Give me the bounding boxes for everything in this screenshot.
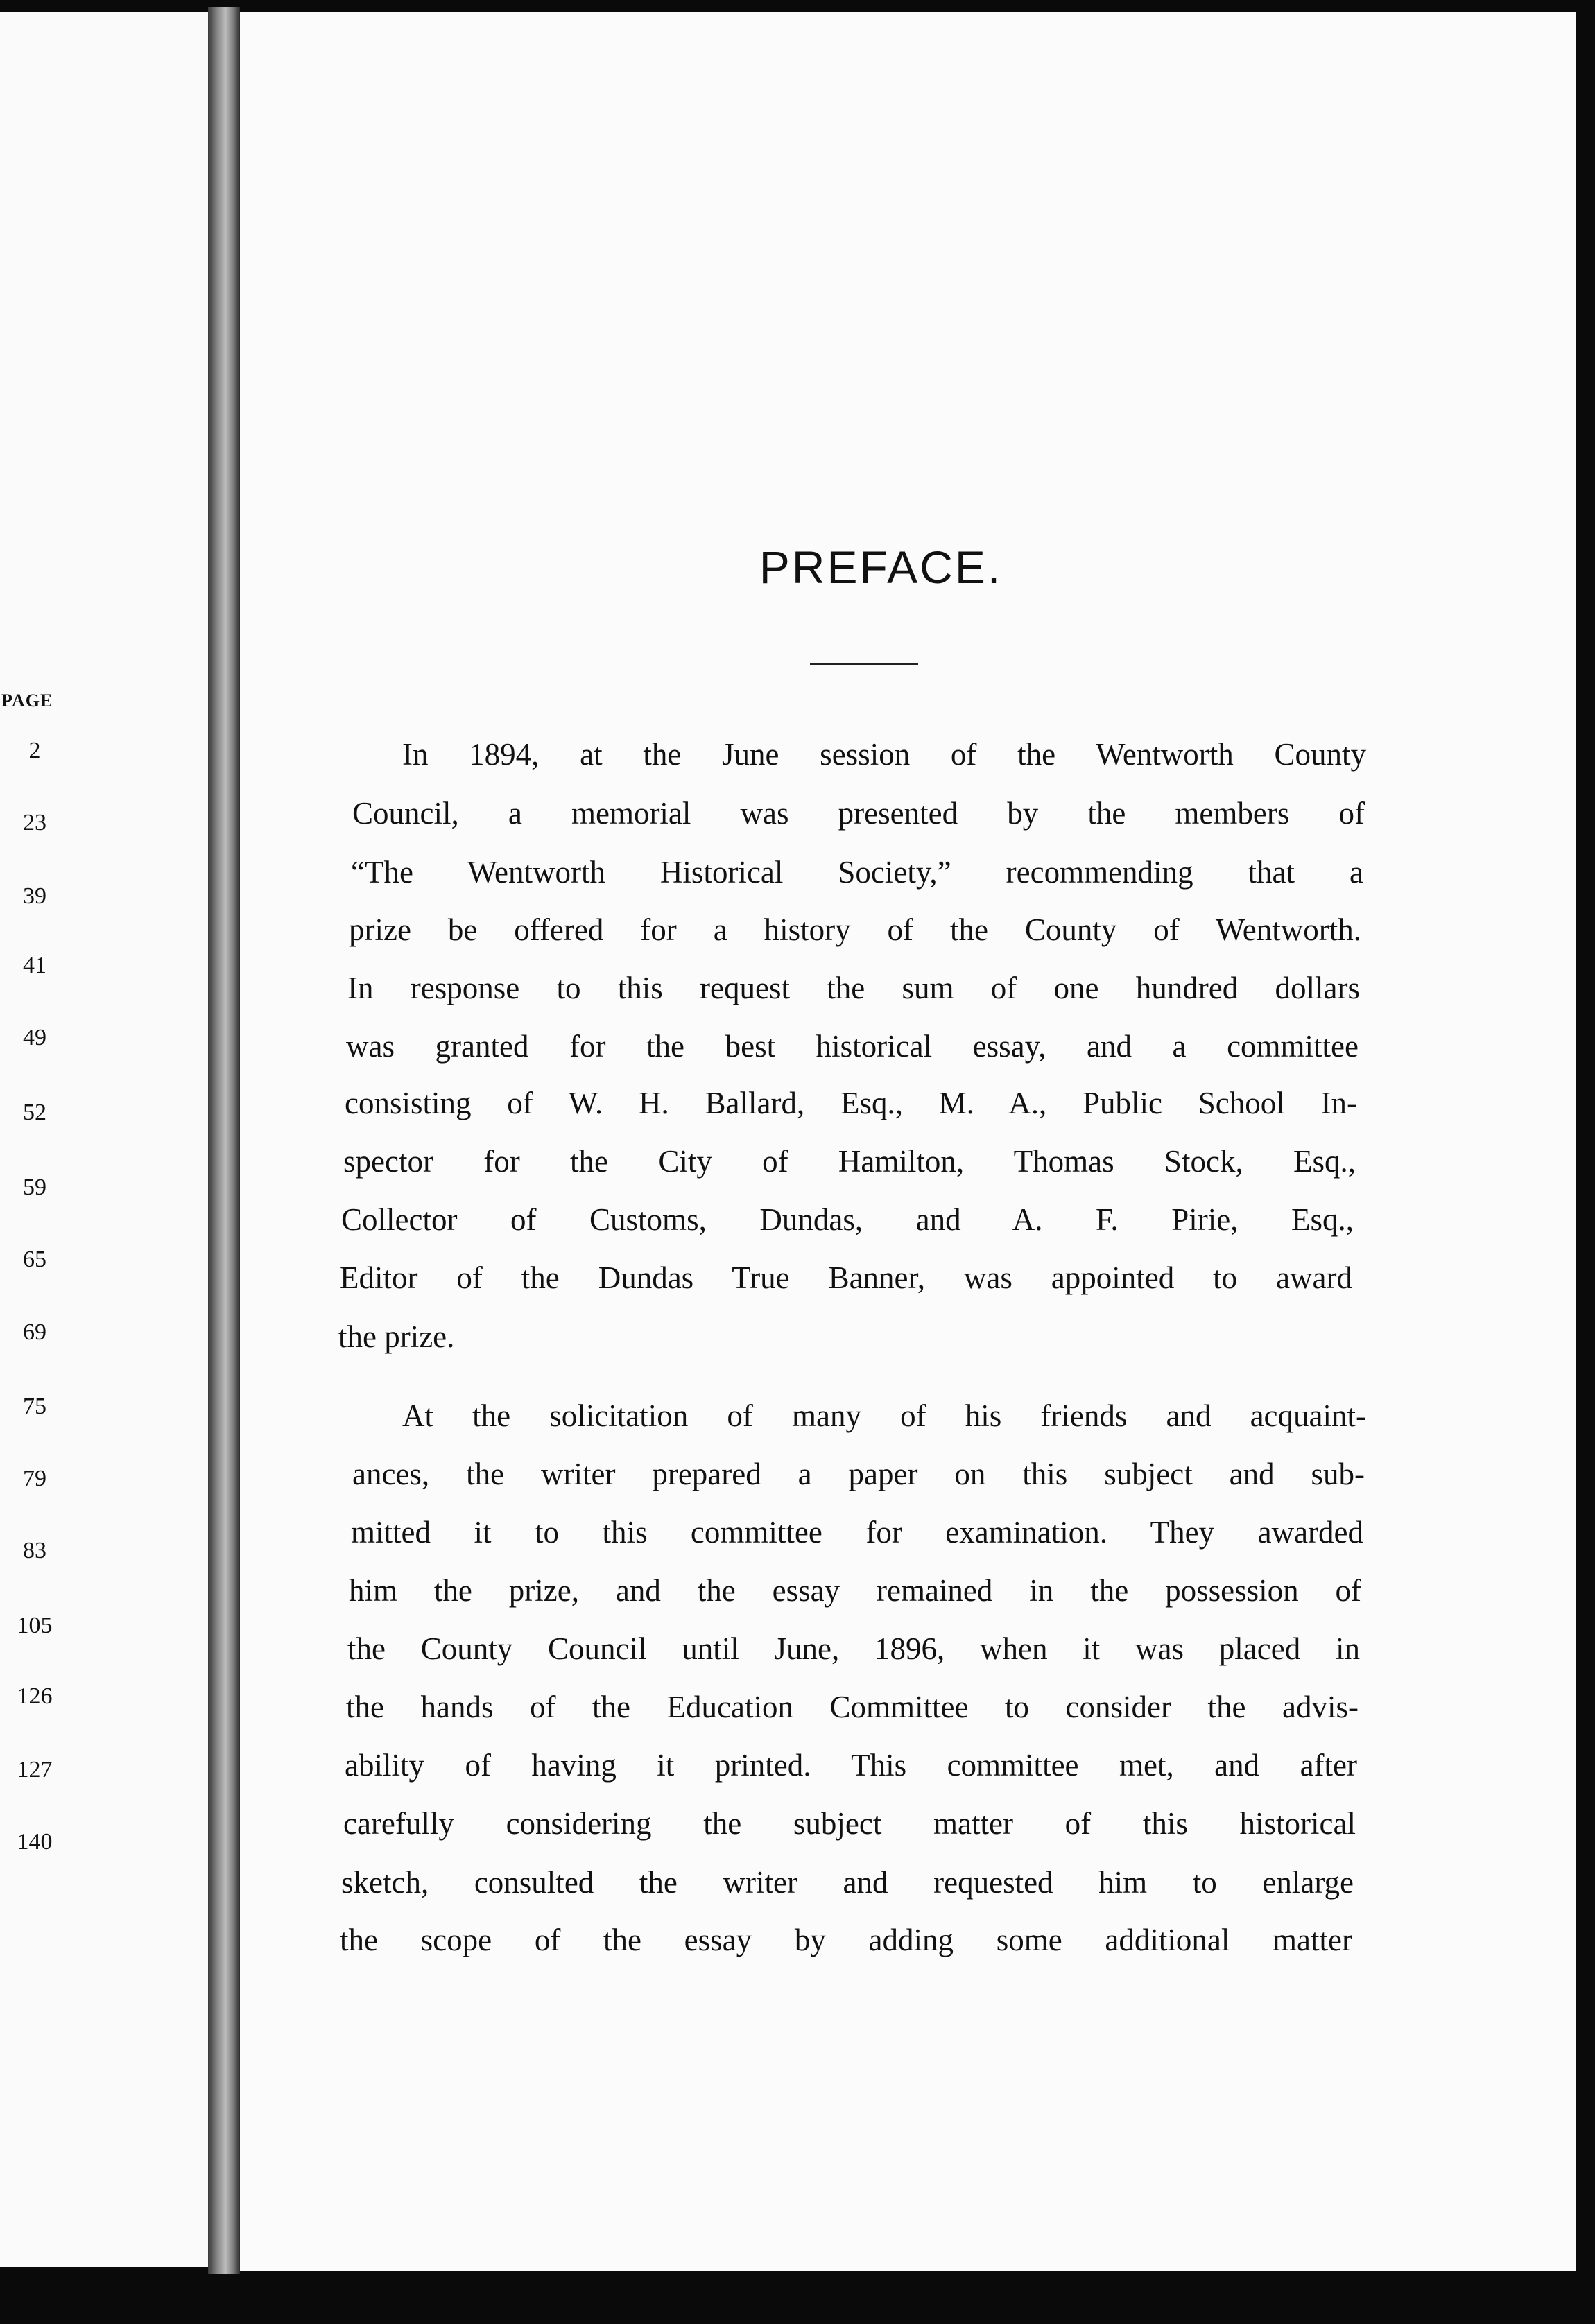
text-line: spector for the City of Hamilton, Thomas Stock, Esq., bbox=[343, 1144, 1356, 1179]
text-line: At the solicitation of many of his friends and acquaint- bbox=[402, 1398, 1366, 1433]
text-line: In 1894, at the June session of the Wentworth County bbox=[402, 737, 1366, 772]
contents-page-number: 2 bbox=[28, 738, 41, 763]
text-line: ability of having it printed. This committee met, and after bbox=[345, 1748, 1357, 1783]
contents-page-number: 65 bbox=[23, 1247, 46, 1272]
text-line: Collector of Customs, Dundas, and A. F. Pirie, Esq., bbox=[341, 1202, 1354, 1237]
previous-page-strip bbox=[0, 12, 208, 2267]
text-line: was granted for the best historical essay, and a committee bbox=[346, 1029, 1359, 1064]
contents-page-number: 79 bbox=[23, 1466, 46, 1491]
contents-page-number: 59 bbox=[23, 1174, 46, 1200]
text-line: the prize. bbox=[338, 1319, 455, 1354]
contents-page-number: 127 bbox=[17, 1757, 53, 1783]
contents-page-number: 39 bbox=[23, 883, 46, 909]
contents-page-number: 69 bbox=[23, 1319, 46, 1345]
contents-page-number: 49 bbox=[23, 1025, 46, 1050]
text-line: the hands of the Education Committee to consider the advis- bbox=[346, 1690, 1359, 1724]
contents-page-number: 23 bbox=[23, 810, 46, 835]
page-title: PREFACE. bbox=[759, 541, 1003, 593]
text-line: “The Wentworth Historical Society,” recommending that a bbox=[351, 855, 1363, 890]
text-line: Editor of the Dundas True Banner, was appointed to award bbox=[340, 1260, 1352, 1295]
contents-page-header: PAGE bbox=[1, 691, 53, 711]
contents-page-number: 75 bbox=[23, 1394, 46, 1419]
text-line: prize be offered for a history of the County of Wentworth. bbox=[349, 912, 1361, 947]
contents-page-number: 41 bbox=[23, 953, 46, 978]
text-line: sketch, consulted the writer and requested him to enlarge bbox=[341, 1865, 1354, 1900]
book-binding-gutter bbox=[208, 7, 240, 2274]
contents-page-number: 126 bbox=[17, 1683, 53, 1709]
text-line: carefully considering the subject matter of this historical bbox=[343, 1806, 1356, 1841]
contents-page-number: 105 bbox=[17, 1613, 53, 1638]
text-line: consisting of W. H. Ballard, Esq., M. A., Public School In- bbox=[345, 1086, 1357, 1120]
contents-page-number: 140 bbox=[17, 1829, 53, 1855]
text-line: him the prize, and the essay remained in the possession of bbox=[349, 1573, 1361, 1608]
contents-page-number: 83 bbox=[23, 1538, 46, 1563]
text-line: In response to this request the sum of one hundred dollars bbox=[347, 971, 1360, 1005]
text-line: mitted it to this committee for examination. They awarded bbox=[351, 1515, 1363, 1550]
contents-page-number: 52 bbox=[23, 1100, 46, 1125]
text-line: ances, the writer prepared a paper on this subject and sub- bbox=[352, 1457, 1365, 1491]
text-line: the County Council until June, 1896, when it was placed in bbox=[347, 1631, 1360, 1666]
text-line: Council, a memorial was presented by the members of bbox=[352, 796, 1365, 831]
title-divider-rule bbox=[810, 663, 918, 665]
text-line: the scope of the essay by adding some additional matter bbox=[340, 1923, 1352, 1957]
